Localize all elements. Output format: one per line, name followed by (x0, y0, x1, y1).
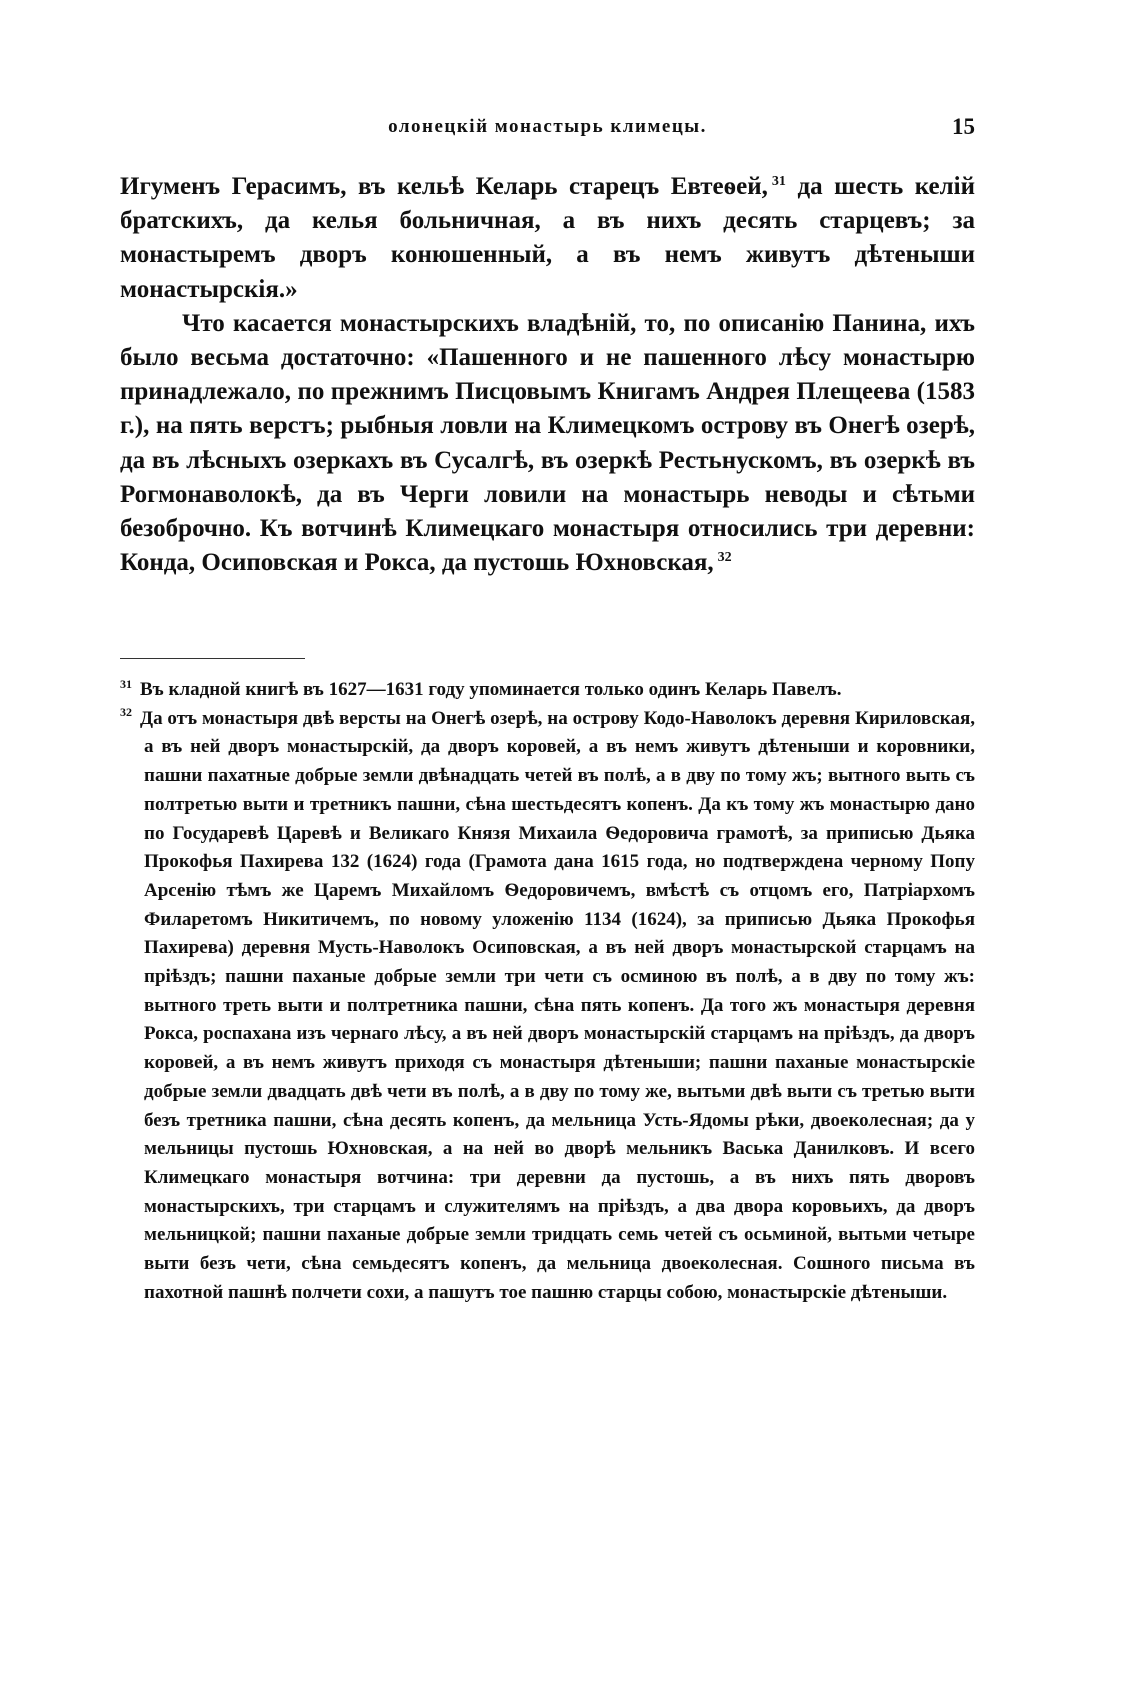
footnote-ref-32: 32 (717, 549, 732, 565)
footnote-31: 31 Въ кладной книгѣ въ 1627—1631 году упоминается только одинъ Келарь Павелъ. (120, 676, 842, 700)
footnotes (120, 676, 975, 1307)
running-title: олонецкій монастырь климецы. (388, 116, 707, 137)
footnote-text: Да отъ монастыря двѣ версты на Онегѣ озерѣ, на острову Кодо-Наволокъ деревня Кириловская, а въ ней дворъ монастырскій, да дворъ коровей, а въ немъ живутъ дѣтеныши и коровники, пашни пахатные добрые земли двѣнадцать четей въ полѣ, а в дву по тому жъ; вытного выть съ полтретью выти и третникъ пашни, сѣна шестьдесятъ копенъ. Да къ тому жъ монастырю дано по Государевѣ Царевѣ и Великаго Князя Михаила Ѳедоровича грамотѣ, за приписью Дьяка Прокофья Пахирева 132 (1624) года (Грамота дана 1615 года, но подтверждена черному Попу Арсенію тѣмъ же Царемъ Михайломъ Ѳедоровичемъ, вмѣстѣ съ отцомъ его, Патріархомъ Филаретомъ Никитичемъ, по новому уложенію 1134 (1624), за приписью Дьяка Прокофья Пахирева) деревня Мусть-Наволокъ Осиповская, а въ ней дворъ монастырской старцамъ на пріѣздъ; пашни паханые добрые земли три чети съ осминою въ полѣ, а в дву по тому жъ: вытного треть выти и полтретника пашни, сѣна пять копенъ. Да того жъ монастыря деревня Рокса, роспахана изъ чернаго лѣсу, а въ ней дворъ монастырскій старцамъ на пріѣздъ, да дворъ коровей, а въ немъ живутъ приходя съ монастыря дѣтеныши; пашни паханые монастырскіе добрые земли двадцать двѣ чети въ полѣ, а в дву по тому же, вытьми двѣ выти съ третью выти безъ третника пашни, сѣна десять копенъ, да мельница Усть-Ядомы рѣки, двоеколесная; да у мельницы пустошь Юхновская, а на ней во дворѣ мельникъ Васька Данилковъ. И всего Климецкаго монастыря вотчина: три деревни да пустошь, а въ нихъ пять дворовъ монастырскихъ, три старцамъ и служителямъ на пріѣздъ, а два двора коровьихъ, да дворъ мельницкой; пашни паханые добрые земли тридцать семь четей съ осьминой, вытьми четыре выти безъ чети, сѣна семьдесятъ копенъ, да мельница двоеколесная. Сошного письма въ пахотной пашнѣ полчети сохи, а пашутъ тое пашню старцы собою, монастырскіе дѣтеныши. (140, 707, 975, 1303)
paragraph-1-text: Игуменъ Герасимъ, въ кельѣ Келарь старецъ Евтеѳей, (120, 173, 768, 200)
footnote-ref-31: 31 (771, 173, 786, 189)
running-head (120, 112, 975, 142)
paragraph-1 (120, 170, 975, 307)
paragraph-2 (120, 307, 975, 581)
main-text (120, 170, 975, 580)
paragraph-1-tail: да шесть келій братскихъ, да келья больничная, а въ нихъ десять старцевъ; за монастыремъ дворъ конюшенный, а въ немъ живутъ дѣтеныши монастырскія.» (120, 173, 976, 303)
footnote-divider (120, 658, 305, 659)
page-number: 15 (952, 114, 975, 139)
footnote-32: 32 Да отъ монастыря двѣ версты на Онегѣ озерѣ, на острову Кодо-Наволокъ деревня Кириловская, а въ ней дворъ монастырскій, да дворъ коровей, а въ немъ живутъ дѣтеныши и коровники, пашни пахатные добрые земли двѣнадцать четей въ полѣ, а в дву по тому жъ; вытного выть съ полтретью выти и третникъ пашни, сѣна шестьдесятъ копенъ. Да къ тому жъ монастырю дано по Государевѣ Царевѣ и Великаго Князя Михаила Ѳедоровича грамотѣ, за приписью Дьяка Прокофья Пахирева 132 (1624) года (Грамота дана 1615 года, но подтверждена черному Попу Арсенію тѣмъ же Царемъ Михайломъ Ѳедоровичемъ, вмѣстѣ съ отцомъ его, Патріархомъ Филаретомъ Никитичемъ, по новому уложенію 1134 (1624), за приписью Дьяка Прокофья Пахирева) деревня Мусть-Наволокъ Осиповская, а въ ней дворъ монастырской старцамъ на пріѣздъ; пашни паханые добрые земли три чети съ осминою въ полѣ, а в дву по тому жъ: вытного треть выти и полтретника пашни, сѣна пять копенъ. Да того жъ монастыря деревня Рокса, роспахана изъ чернаго лѣсу, а въ ней дворъ монастырскій старцамъ на пріѣздъ, да дворъ коровей, а въ немъ живутъ приходя съ монастыря дѣтеныши; пашни паханые монастырскіе добрые земли двадцать двѣ чети въ полѣ, а в дву по тому же, вытьми двѣ выти съ третью выти безъ третника пашни, сѣна десять копенъ, да мельница Усть-Ядомы рѣки, двоеколесная; да у мельницы пустошь Юхновская, а на ней во дворѣ мельникъ Васька Данилковъ. И всего Климецкаго монастыря вотчина: три деревни да пустошь, а въ нихъ пять дворовъ монастырскихъ, три старцамъ и служителямъ на пріѣздъ, а два двора коровьихъ, да дворъ мельницкой; пашни паханые добрые земли тридцать семь четей съ осьминой, вытьми четыре выти безъ чети, сѣна семьдесятъ копенъ, да мельница двоеколесная. Сошного письма въ пахотной пашнѣ полчети сохи, а пашутъ тое пашню старцы собою, монастырскіе дѣтеныши. (120, 705, 975, 1303)
footnote-text: Въ кладной книгѣ въ 1627—1631 году упоминается только одинъ Келарь Павелъ. (140, 679, 842, 700)
paragraph-2-text: Что касается монастырскихъ владѣній, то, по описанію Панина, ихъ было весьма достаточно: «Пашенного и не пашенного лѣсу монастырю принадлежало, по прежнимъ Писцовымъ Книгамъ Андрея Плещеева (1583 г.), на пять верстъ; рыбныя ловли на Климецкомъ острову въ Онегѣ озерѣ, да въ лѣсныхъ озеркахъ въ Сусалгѣ, въ озеркѣ Рестьнускомъ, въ озеркѣ въ Рогмонаволокѣ, да въ Черги ловили на монастырь неводы и сѣтьми безоброчно. Къ вотчинѣ Климецкаго монастыря относились три деревни: Конда, Осиповская и Рокса, да пустошь Юхновская, (120, 309, 975, 577)
